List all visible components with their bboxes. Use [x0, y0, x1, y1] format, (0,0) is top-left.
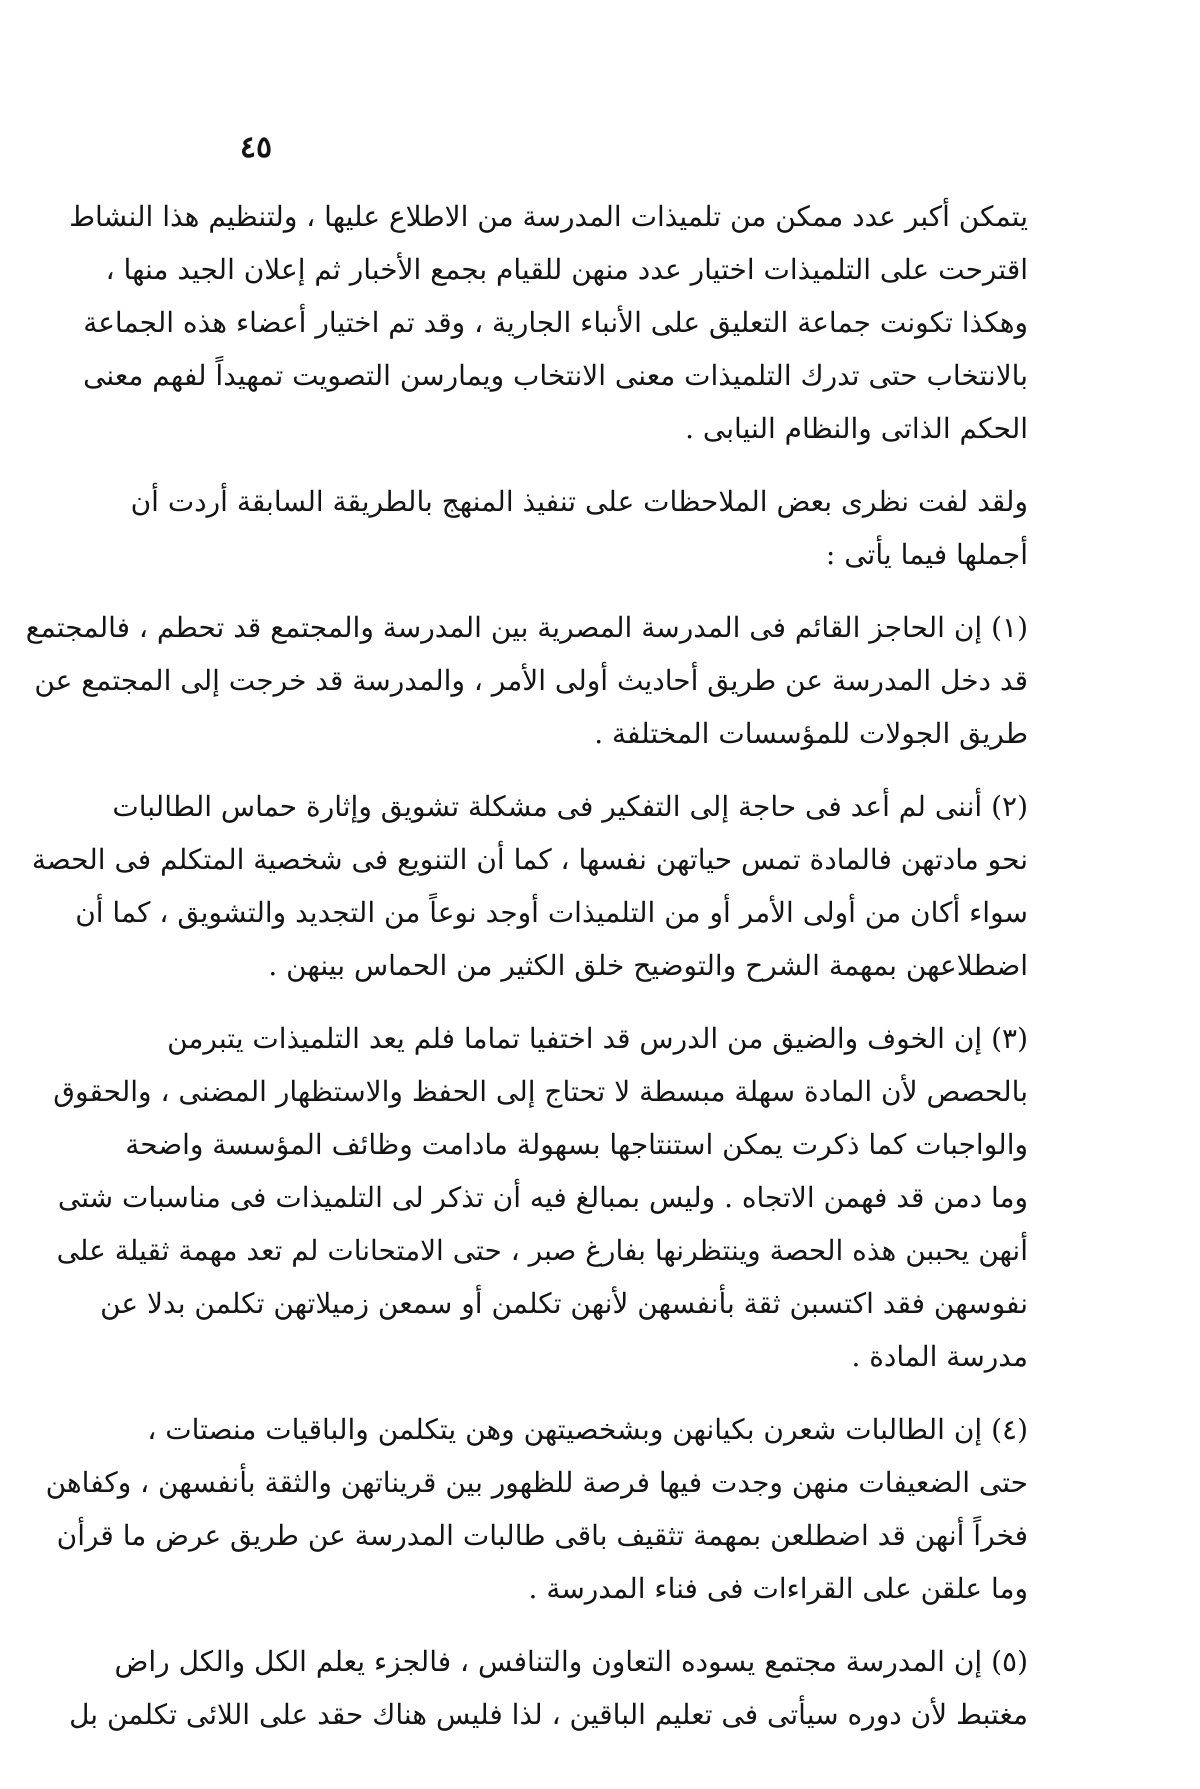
text-line: طريق الجولات للمؤسسات المختلفة . — [594, 717, 1028, 750]
paragraph-point-4 — [45, 1403, 1028, 1615]
text-line: وما دمن قد فهمن الاتجاه . وليس بمبالغ فيه أن تذكر لى التلميذات فى مناسبات شتى — [57, 1181, 1028, 1214]
text-line: نحو مادتهن فالمادة تمس حياتهن نفسها ، كما أن التنويع فى شخصية المتكلم فى الحصة — [31, 843, 1028, 876]
text-line: أجملها فيما يأتى : — [825, 538, 1028, 571]
text-line: نفوسهن فقد اكتسبن ثقة بأنفسهن لأنهن تكلمن أو سمعن زميلاتهن تكلمن بدلا عن — [100, 1287, 1028, 1320]
text-line: (٤) إن الطالبات شعرن بكيانهن وبشخصيتهن وهن يتكلمن والباقيات منصتات ، — [147, 1413, 1028, 1446]
text-line: وهكذا تكونت جماعة التعليق على الأنباء الجارية ، وقد تم اختيار أعضاء هذه الجماعة — [83, 306, 1028, 339]
text-line: الحكم الذاتى والنظام النيابى . — [685, 412, 1028, 445]
text-line: (٥) إن المدرسة مجتمع يسوده التعاون والتنافس ، فالجزء يعلم الكل والكل راض — [114, 1645, 1028, 1678]
page-number: ٤٥ — [239, 130, 273, 165]
text-line: (٢) أننى لم أعد فى حاجة إلى التفكير فى مشكلة تشويق وإثارة حماس الطالبات — [112, 790, 1028, 823]
text-line: فخراً أنهن قد اضطلعن بمهمة تثقيف باقى طالبات المدرسة عن طريق عرض ما قرأن — [56, 1519, 1028, 1552]
text-line: بالحصص لأن المادة سهلة مبسطة لا تحتاج إلى الحفظ والاستظهار المضنى ، والحقوق — [53, 1075, 1028, 1108]
text-line: اضطلاعهن بمهمة الشرح والتوضيح خلق الكثير من الحماس بينهن . — [268, 949, 1028, 982]
text-line: سواء أكان من أولى الأمر أو من التلميذات أوجد نوعاً من التجديد والتشويق ، كما أن — [75, 896, 1028, 929]
paragraph-point-3 — [53, 1012, 1028, 1383]
paragraph-point-1 — [25, 601, 1028, 760]
text-line: مدرسة المادة . — [851, 1340, 1028, 1373]
text-line: أنهن يحببن هذه الحصة وينتظرنها بفارغ صبر ، حتى الامتحانات لم تعد مهمة ثقيلة على — [56, 1234, 1028, 1267]
text-line: قد دخل المدرسة عن طريق أحاديث أولى الأمر ، والمدرسة قد خرجت إلى المجتمع عن — [34, 664, 1028, 697]
paragraph-point-2 — [31, 780, 1028, 992]
text-line: حتى الضعيفات منهن وجدت فيها فرصة للظهور بين قريناتهن والثقة بأنفسهن ، وكفاهن — [45, 1466, 1028, 1499]
text-line: وما علقن على القراءات فى فناء المدرسة . — [528, 1572, 1028, 1605]
text-line: مغتبط لأن دوره سيأتى فى تعليم الباقين ، لذا فليس هناك حقد على اللائى تكلمن بل — [69, 1698, 1028, 1731]
text-line: بالانتخاب حتى تدرك التلميذات معنى الانتخاب ويمارسن التصويت تمهيداً لفهم معنى — [83, 359, 1028, 392]
text-line: يتمكن أكبر عدد ممكن من تلميذات المدرسة من الاطلاع عليها ، ولتنظيم هذا النشاط — [69, 200, 1028, 233]
paragraph-point-5 — [69, 1635, 1028, 1741]
paragraph-intro — [69, 190, 1028, 455]
body-text — [25, 190, 1028, 1761]
text-line: اقترحت على التلميذات اختيار عدد منهن للقيام بجمع الأخبار ثم إعلان الجيد منها ، — [105, 253, 1028, 286]
text-line: (١) إن الحاجز القائم فى المدرسة المصرية بين المدرسة والمجتمع قد تحطم ، فالمجتمع — [25, 611, 1028, 644]
paragraph-observations — [130, 475, 1028, 581]
text-line: ولقد لفت نظرى بعض الملاحظات على تنفيذ المنهج بالطريقة السابقة أردت أن — [130, 485, 1028, 518]
text-line: (٣) إن الخوف والضيق من الدرس قد اختفيا تماما فلم يعد التلميذات يتبرمن — [167, 1022, 1028, 1055]
text-line: والواجبات كما ذكرت يمكن استنتاجها بسهولة مادامت وظائف المؤسسة واضحة — [125, 1128, 1028, 1161]
